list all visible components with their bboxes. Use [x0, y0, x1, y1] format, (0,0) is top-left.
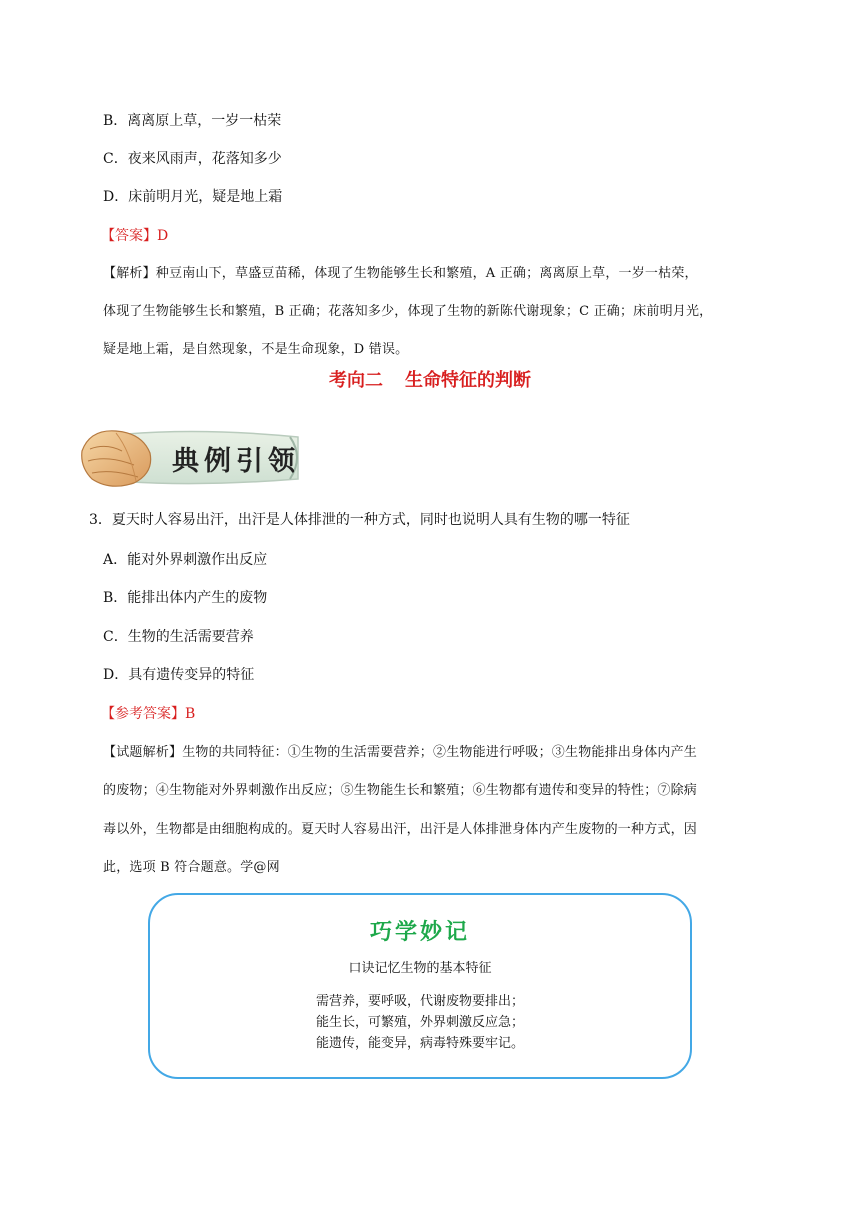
q2-answer — [101, 226, 168, 246]
answer-value: B — [185, 706, 196, 722]
q3-option-a: A．能对外界刺激作出反应 — [103, 552, 268, 568]
q3-analysis-line: 毒以外，生物都是由细胞构成的。夏天时人容易出汗，出汗是人体排泄身体内产生废物的一种方式，因 — [103, 822, 698, 837]
banner-title: 典例引领 — [172, 446, 300, 477]
memory-tip-line: 需营养，要呼吸，代谢废物要排出； — [315, 994, 524, 1009]
q2-option-b: B．离离原上草，一岁一枯荣 — [103, 113, 282, 129]
section-heading — [0, 369, 860, 393]
memory-tip-subtitle: 口诀记忆生物的基本特征 — [348, 961, 492, 976]
memory-tip-box — [148, 893, 692, 1079]
q2-analysis-line: 【解析】种豆南山下，草盛豆苗稀，体现了生物能够生长和繁殖，A 正确；离离原上草，一岁一枯荣， — [103, 266, 698, 281]
q3-stem: 3．夏天时人容易出汗，出汗是人体排泄的一种方式，同时也说明人具有生物的哪一特征 — [89, 512, 630, 528]
q3-analysis-line: 的废物；④生物能对外界刺激作出反应；⑤生物能生长和繁殖；⑥生物都有遗传和变异的特性；⑦除病 — [103, 783, 698, 798]
answer-label: 【答案】 — [101, 228, 157, 244]
q2-analysis-line: 疑是地上霜，是自然现象，不是生命现象，D 错误。 — [103, 342, 409, 357]
memory-tip-title: 巧学妙记 — [369, 920, 470, 945]
q3-option-d: D．具有遗传变异的特征 — [103, 667, 255, 683]
memory-tip-line: 能遗传，能变异，病毒特殊要牢记。 — [315, 1036, 524, 1051]
q3-answer — [101, 704, 195, 724]
example-banner — [76, 421, 304, 493]
section-heading-part1: 考向二 — [329, 370, 383, 391]
q3-analysis-line: 此，选项 B 符合题意。学@网 — [103, 860, 280, 875]
q2-option-d: D．床前明月光，疑是地上霜 — [103, 189, 283, 205]
q3-analysis-line: 【试题解析】生物的共同特征：①生物的生活需要营养；②生物能进行呼吸；③生物能排出身体内产生 — [103, 745, 698, 760]
q2-analysis-line: 体现了生物能够生长和繁殖，B 正确；花落知多少，体现了生物的新陈代谢现象；C 正确；床前明月光， — [103, 304, 713, 319]
q2-option-c: C．夜来风雨声，花落知多少 — [103, 151, 282, 167]
section-heading-part2: 生命特征的判断 — [405, 370, 531, 391]
memory-tip-line: 能生长，可繁殖，外界刺激反应急； — [315, 1015, 524, 1030]
answer-label: 【参考答案】 — [101, 706, 185, 722]
q3-option-b: B．能排出体内产生的废物 — [103, 590, 268, 606]
answer-value: D — [157, 228, 169, 244]
q3-option-c: C．生物的生活需要营养 — [103, 629, 254, 645]
